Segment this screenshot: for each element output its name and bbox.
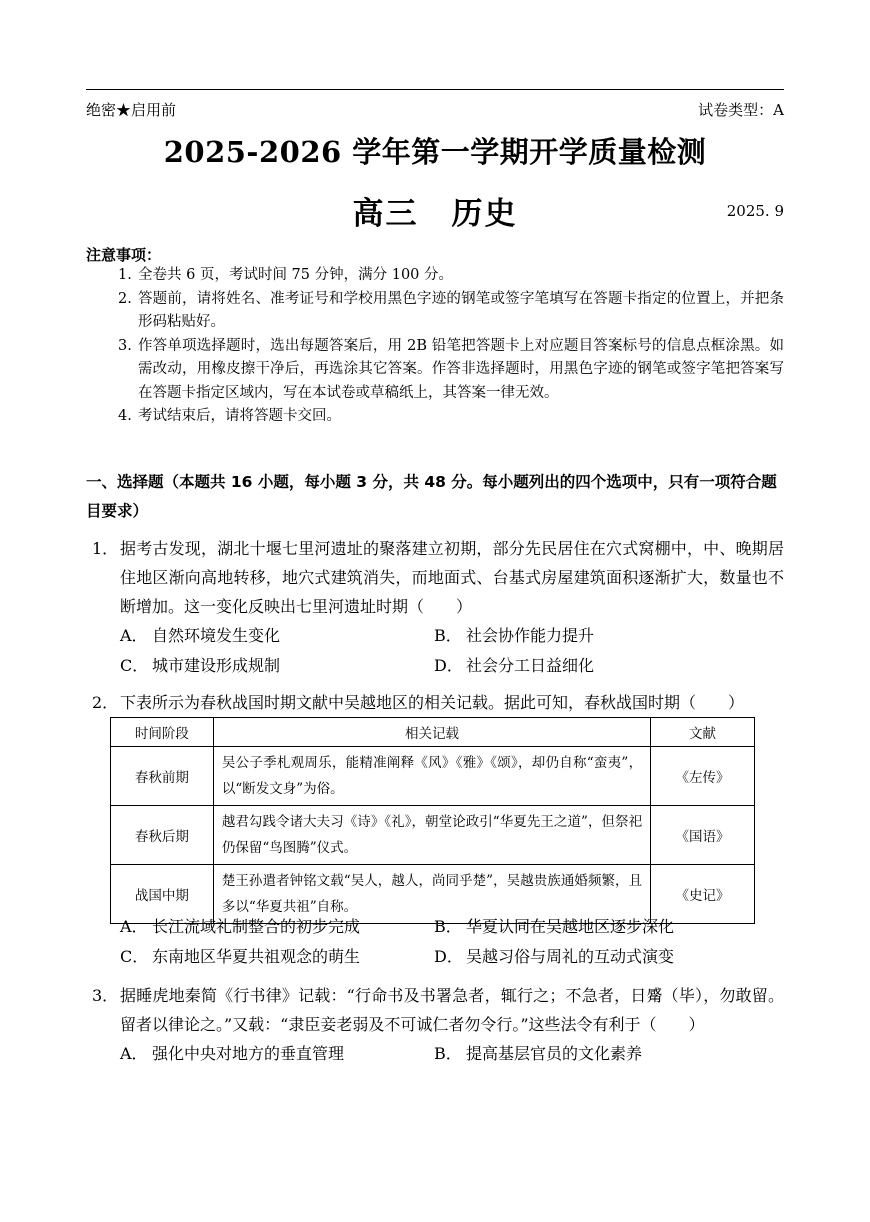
notice-item: [118, 335, 784, 406]
notice-number: 2.: [118, 290, 132, 307]
option-b: [434, 1039, 748, 1069]
option-label: B．: [434, 1044, 462, 1063]
notice-item: [118, 288, 784, 335]
question-stem: 据考古发现，湖北十堰七里河遗址的聚落建立初期，部分先民居住在穴式窝棚中，中、晚期居住地区渐向高地转移，地穴式建筑消失，而地面式、台基式房屋建筑面积逐渐扩大，数量也不断增加。这一变化反映出七里河遗址时期（ ）: [120, 539, 784, 616]
option-a: [120, 621, 434, 651]
question-2: [92, 688, 784, 717]
question-stem: 据睡虎地秦简《行书律》记载：“行命书及书署急者，辄行之；不急者，日觱（毕），勿敢留。留者以律论之。”又载：“隶臣妾老弱及不可诚仁者勿令行。”这些法令有利于（ ）: [120, 986, 784, 1034]
records-table: [110, 717, 755, 924]
paper-type: 试卷类型：A: [698, 101, 784, 119]
question-number: 2．: [92, 693, 119, 712]
option-d: [434, 651, 748, 681]
column-header: 时间阶段: [111, 718, 214, 747]
option-label: A．: [120, 917, 148, 936]
option-text: 华夏认同在吴越地区逐步深化: [466, 917, 675, 936]
column-header: 相关记载: [213, 718, 650, 747]
source-cell: 《史记》: [651, 865, 755, 924]
exam-subject: 高三 历史: [352, 196, 518, 232]
notice-text: 答题前，请将姓名、准考证号和学校用黑色字迹的钢笔或签字笔填写在答题卡指定的位置上，并把条形码粘贴好。: [138, 290, 784, 330]
option-list: [120, 1039, 784, 1069]
option-list: [120, 912, 784, 972]
notice-number: 3.: [118, 337, 132, 354]
option-label: B．: [434, 917, 462, 936]
option-b: [434, 621, 748, 651]
option-list: [120, 621, 784, 681]
option-d: [434, 942, 748, 972]
option-c: [120, 942, 434, 972]
option-label: D．: [434, 656, 463, 675]
section-heading: 一、选择题（本题共 16 小题，每小题 3 分，共 48 分。每小题列出的四个选项中，只有一项符合题目要求）: [86, 473, 777, 520]
exam-date: 2025. 9: [726, 202, 784, 220]
source-cell: 《国语》: [651, 806, 755, 865]
option-label: B．: [434, 626, 462, 645]
option-c: [120, 651, 434, 681]
option-a: [120, 1039, 434, 1069]
stage-cell: 战国中期: [111, 865, 214, 924]
option-b: [434, 912, 748, 942]
notice-text: 考试结束后，请将答题卡交回。: [138, 408, 341, 424]
question-number: 3．: [92, 986, 119, 1005]
notice-item: [118, 264, 784, 288]
table-row: [111, 747, 755, 806]
notice-number: 1.: [118, 267, 132, 283]
question-number: 1．: [92, 539, 119, 558]
notice-text: 全卷共 6 页，考试时间 75 分钟，满分 100 分。: [138, 267, 454, 283]
option-text: 社会分工日益细化: [466, 656, 595, 675]
top-rule: [86, 89, 784, 90]
exam-title: 2025-2026 学年第一学期开学质量检测: [163, 135, 707, 169]
option-label: D．: [434, 947, 463, 966]
option-a: [120, 912, 434, 942]
option-text: 城市建设形成规制: [152, 656, 281, 675]
option-label: C．: [120, 656, 149, 675]
stage-cell: 春秋后期: [111, 806, 214, 865]
option-text: 强化中央对地方的垂直管理: [152, 1044, 345, 1063]
record-cell: 吴公子季札观周乐，能精准阐释《风》《雅》《颂》，却仍自称“蛮夷”，以“断发文身”为俗。: [213, 747, 650, 806]
column-header: 文献: [651, 718, 755, 747]
stage-cell: 春秋前期: [111, 747, 214, 806]
notice-list: [118, 264, 784, 429]
notice-number: 4.: [118, 408, 132, 424]
notice-text: 作答单项选择题时，选出每题答案后，用 2B 铅笔把答题卡上对应题目答案标号的信息点框涂黑。如需改动，用橡皮擦干净后，再选涂其它答案。作答非选择题时，用黑色字迹的钢笔或签字笔把答案写在答题卡指定区域内，写在本试卷或草稿纸上，其答案一律无效。: [138, 337, 784, 401]
record-cell: 越君勾践令诸大夫习《诗》《礼》，朝堂论政引“华夏先王之道”，但祭祀仍保留“鸟图腾”仪式。: [213, 806, 650, 865]
notice-title: 注意事项：: [86, 246, 162, 264]
question-3: [92, 981, 784, 1069]
notice-item: [118, 405, 784, 429]
option-label: A．: [120, 1044, 148, 1063]
option-text: 自然环境发生变化: [152, 626, 281, 645]
question-2-options: [92, 912, 784, 972]
option-label: C．: [120, 947, 149, 966]
question-1: [92, 534, 784, 681]
option-text: 长江流域礼制整合的初步完成: [152, 917, 361, 936]
option-text: 东南地区华夏共祖观念的萌生: [152, 947, 361, 966]
confidential-mark: 绝密★启用前: [86, 101, 177, 119]
option-text: 吴越习俗与周礼的互动式演变: [466, 947, 675, 966]
option-text: 提高基层官员的文化素养: [466, 1044, 643, 1063]
table-header-row: [111, 718, 755, 747]
table-row: [111, 806, 755, 865]
question-stem: 下表所示为春秋战国时期文献中吴越地区的相关记载。据此可知，春秋战国时期（ ）: [120, 693, 745, 712]
option-label: A．: [120, 626, 148, 645]
record-cell: 楚王孙遣者钟铭文载“吴人，越人，尚同乎楚”，吴越贵族通婚频繁，且多以“华夏共祖”自称。: [213, 865, 650, 924]
source-cell: 《左传》: [651, 747, 755, 806]
option-text: 社会协作能力提升: [466, 626, 595, 645]
